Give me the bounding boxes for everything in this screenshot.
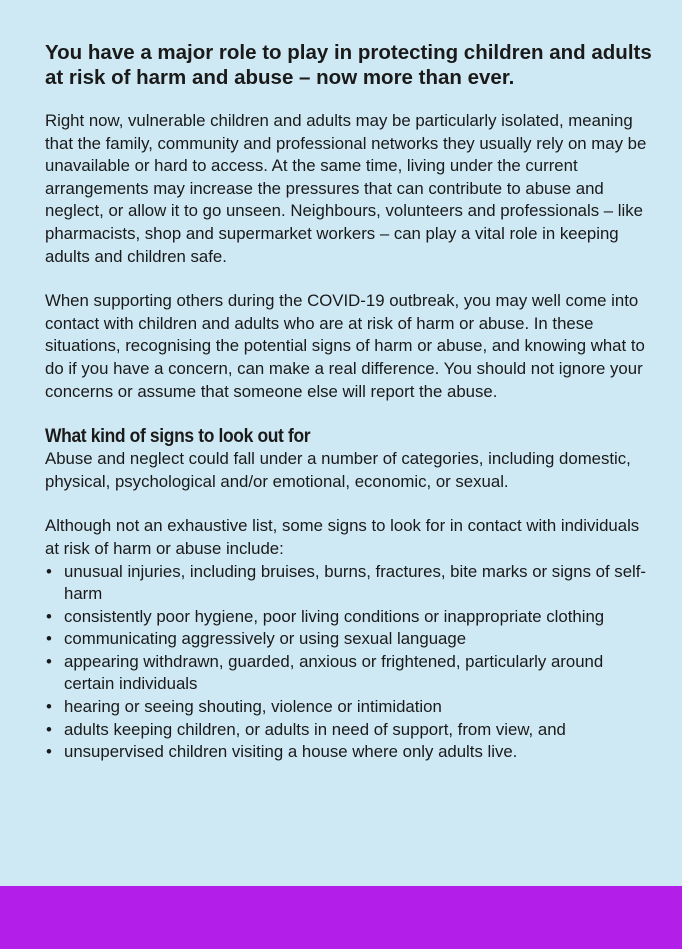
headline: You have a major role to play in protecting children and adults at risk of harm and abuse – now more than ever.	[45, 41, 652, 89]
list-item: • unusual injuries, including bruises, burns, fractures, bite marks or signs of self-harm	[45, 561, 655, 606]
document-content	[45, 40, 655, 764]
list-item: • consistently poor hygiene, poor living conditions or inappropriate clothing	[45, 606, 655, 629]
signs-list-intro: Although not an exhaustive list, some signs to look for in contact with individuals at risk of harm or abuse include:	[45, 516, 640, 558]
list-item: • communicating aggressively or using sexual language	[45, 628, 655, 651]
paragraph-intro: Right now, vulnerable children and adults may be particularly isolated, meaning that the family, community and professional networks they usually rely on may be unavailable or hard to access. At the same time, living under the current arrangements may increase the pressures that can contribute to abuse and neglect, or allow it to go unseen. Neighbours, volunteers and professionals – like pharmacists, shop and supermarket workers – can play a vital role in keeping adults and children safe.	[45, 111, 647, 266]
paragraph-covid: When supporting others during the COVID-19 outbreak, you may well come into contact with children and adults who are at risk of harm or abuse. In these situations, recognising the potential signs of harm or abuse, and knowing what to do if you have a concern, can make a real difference. You should not ignore your concerns or assume that someone else will report the abuse.	[45, 291, 645, 401]
list-item: • adults keeping children, or adults in need of support, from view, and	[45, 719, 655, 742]
signs-list	[45, 561, 655, 764]
signs-intro: Abuse and neglect could fall under a number of categories, including domestic, physical, psychological and/or emotional, economic, or sexual.	[45, 449, 631, 491]
footer-color-band	[0, 886, 682, 949]
list-item: • unsupervised children visiting a house where only adults live.	[45, 741, 655, 764]
list-item: • appearing withdrawn, guarded, anxious or frightened, particularly around certain individuals	[45, 651, 655, 696]
signs-heading: What kind of signs to look out for	[45, 426, 311, 448]
list-item: • hearing or seeing shouting, violence or intimidation	[45, 696, 655, 719]
